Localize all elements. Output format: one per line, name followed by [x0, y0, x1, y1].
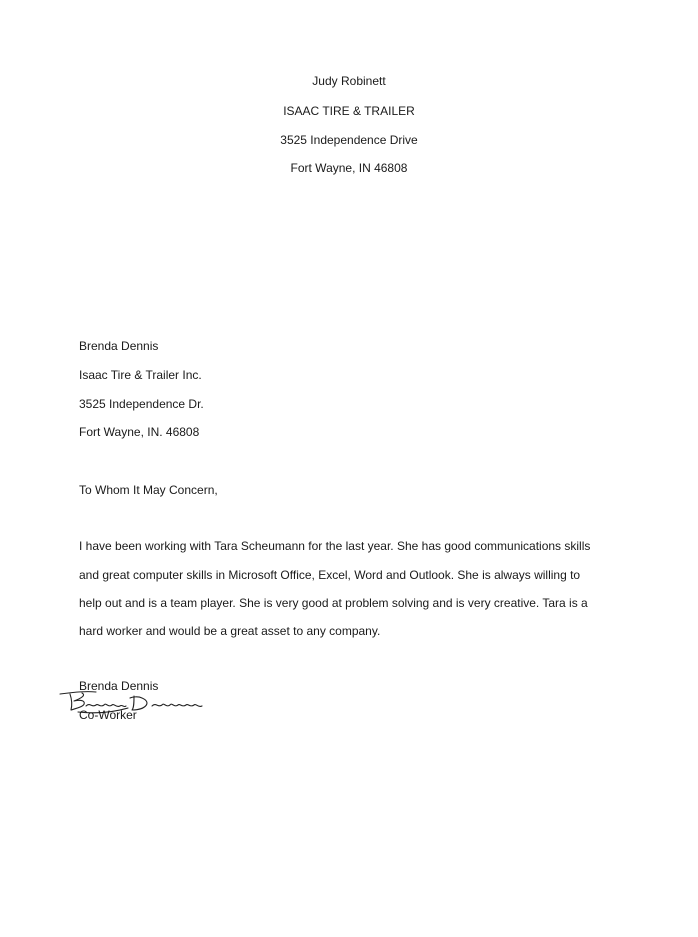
body-line: hard worker and would be a great asset to any company.	[79, 624, 381, 638]
body-line: I have been working with Tara Scheumann for the last year. She has good communications skills	[79, 539, 591, 553]
body-line: help out and is a team player. She is very good at problem solving and is very creative. Tara is a	[79, 596, 588, 610]
body-line: and great computer skills in Microsoft Office, Excel, Word and Outlook. She is always willing to	[79, 568, 581, 582]
recipient-name: Brenda Dennis	[79, 339, 159, 353]
recipient-street: 3525 Independence Dr.	[79, 397, 204, 411]
sender-city: Fort Wayne, IN 46808	[290, 161, 408, 175]
closing-title: Co-Worker	[79, 708, 137, 722]
sender-company: ISAAC TIRE & TRAILER	[283, 104, 415, 118]
closing-name: Brenda Dennis	[79, 679, 159, 693]
salutation: To Whom It May Concern,	[79, 483, 218, 497]
sender-street: 3525 Independence Drive	[280, 133, 418, 147]
recipient-company: Isaac Tire & Trailer Inc.	[79, 368, 202, 382]
recipient-city: Fort Wayne, IN. 46808	[79, 425, 200, 439]
sender-name: Judy Robinett	[312, 74, 386, 88]
